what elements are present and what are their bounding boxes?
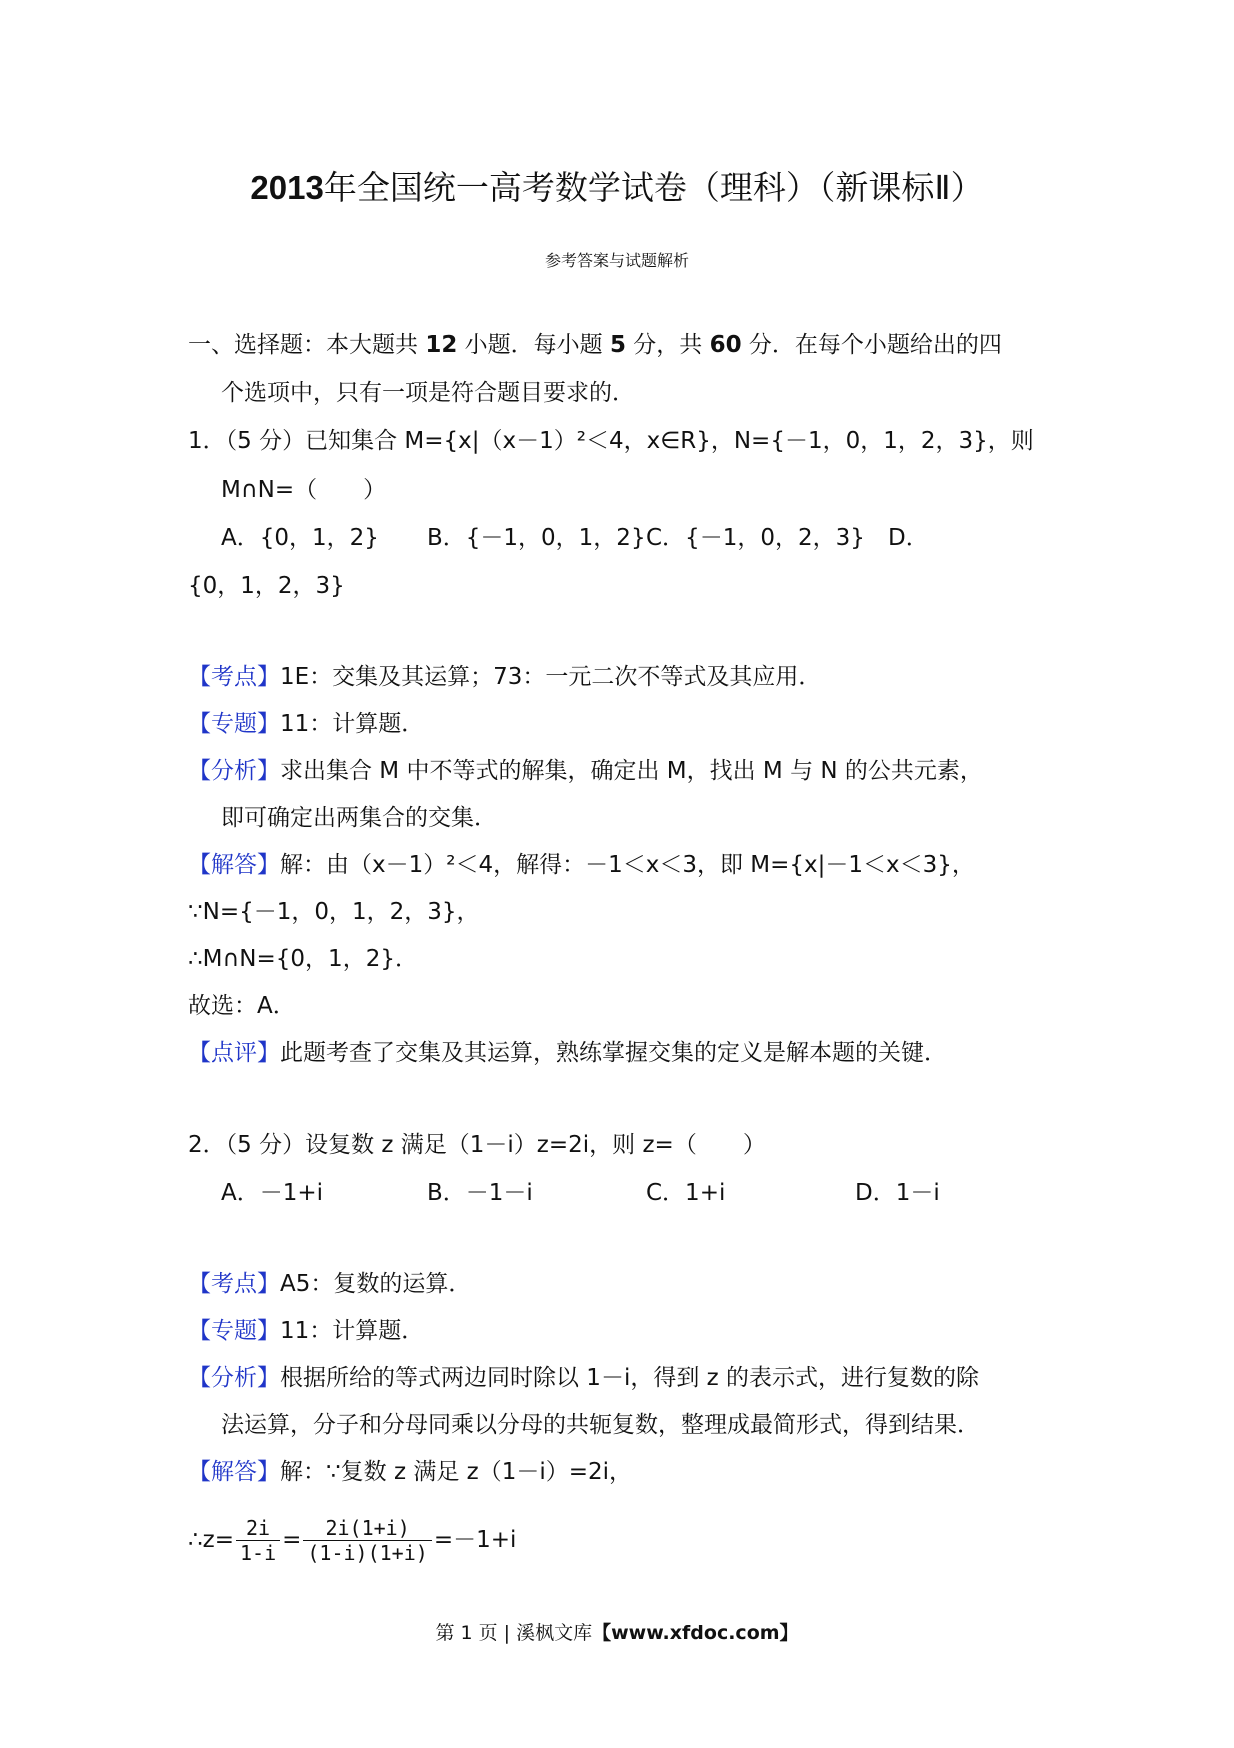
jieda-text: 解：∵复数 z 满足 z（1－i）=2i，	[280, 1459, 633, 1485]
q1-jieda-line3: ∴M∩N={0，1，2}．	[188, 946, 418, 972]
fenxi-text: 根据所给的等式两边同时除以 1－i，得到 z 的表示式，进行复数的除	[280, 1365, 980, 1391]
section-heading	[188, 328, 1002, 362]
q1-kaodian	[188, 660, 821, 694]
q2-fenxi-cont: 法运算，分子和分母同乘以分母的共轭复数，整理成最简形式，得到结果．	[221, 1412, 980, 1438]
footer-site: 【www.xfdoc.com】	[592, 1622, 799, 1644]
fenxi-tag: 【分析】	[188, 1365, 280, 1391]
formula-equals: =	[282, 1527, 302, 1553]
kaodian-text: A5：复数的运算．	[280, 1271, 472, 1297]
section-text-b: 小题．每小题	[457, 332, 610, 358]
page-subtitle: 参考答案与试题解析	[544, 251, 689, 270]
q1-option-b: B．{－1，0，1，2}	[427, 525, 646, 551]
footer-suffix: 页 | 溪枫文库	[472, 1622, 593, 1644]
zhuanti-tag: 【专题】	[188, 1318, 280, 1344]
jieda-tag: 【解答】	[188, 1459, 280, 1485]
q1-fenxi	[188, 754, 983, 788]
page-title	[0, 166, 1234, 210]
title-text: 年全国统一高考数学试卷（理科）（新课标Ⅱ）	[323, 168, 984, 207]
dianping-tag: 【点评】	[188, 1040, 280, 1066]
jieda-text: 解：由（x－1）²＜4，解得：－1＜x＜3，即 M={x|－1＜x＜3}，	[280, 852, 975, 878]
q2-jieda	[188, 1455, 632, 1489]
q1-option-d-cont: {0，1，2，3}	[188, 573, 345, 599]
q1-zhuanti	[188, 707, 424, 741]
dianping-text: 此题考查了交集及其运算，熟练掌握交集的定义是解本题的关键．	[280, 1040, 947, 1066]
fraction-2	[303, 1516, 431, 1565]
fraction-2-numerator: 2i(1+i)	[325, 1516, 410, 1540]
zhuanti-text: 11：计算题．	[280, 1318, 425, 1344]
kaodian-text: 1E：交集及其运算；73：一元二次不等式及其应用．	[280, 664, 822, 690]
fraction-1	[236, 1516, 280, 1565]
section-text-a: 一、选择题：本大题共	[188, 332, 426, 358]
q1-dianping	[188, 1036, 947, 1070]
jieda-tag: 【解答】	[188, 852, 280, 878]
formula-prefix: ∴z=	[188, 1527, 234, 1553]
fenxi-text: 求出集合 M 中不等式的解集，确定出 M，找出 M 与 N 的公共元素，	[280, 758, 983, 784]
q1-option-c: C．{－1，0，2，3}	[646, 525, 865, 551]
fenxi-tag: 【分析】	[188, 758, 280, 784]
page-footer	[0, 1620, 1234, 1646]
q2-option-a: A．－1+i	[221, 1180, 324, 1206]
q1-jieda	[188, 848, 975, 882]
q2-stem: 2．（5 分）设复数 z 满足（1－i）z=2i，则 z=（ ）	[188, 1132, 766, 1158]
zhuanti-tag: 【专题】	[188, 711, 280, 737]
q1-option-d: D．	[888, 525, 929, 551]
q1-option-a: A．{0，1，2}	[221, 525, 379, 551]
title-year: 2013	[250, 169, 324, 206]
q2-zhuanti	[188, 1314, 424, 1348]
q1-jieda-line2: ∵N={－1，0，1，2，3}，	[188, 899, 480, 925]
formula-suffix: =－1+i	[433, 1527, 517, 1553]
page-number: 1	[460, 1622, 473, 1644]
q1-fenxi-cont: 即可确定出两集合的交集．	[221, 805, 497, 831]
section-heading-line2: 个选项中，只有一项是符合题目要求的．	[221, 380, 635, 406]
section-text-c: 分，共	[625, 332, 710, 358]
q2-formula	[188, 1510, 516, 1570]
section-text-d: 分．在每个小题给出的四	[741, 332, 1002, 358]
kaodian-tag: 【考点】	[188, 1271, 280, 1297]
fraction-1-numerator: 2i	[246, 1516, 271, 1540]
fraction-2-denominator: (1-i)(1+i)	[303, 1540, 431, 1565]
q1-stem-cont: M∩N=（ ）	[221, 477, 387, 503]
points-total: 60	[709, 332, 742, 358]
fraction-1-denominator: 1-i	[236, 1540, 280, 1565]
q2-fenxi	[188, 1361, 979, 1395]
q2-option-b: B．－1－i	[427, 1180, 533, 1206]
q2-kaodian	[188, 1267, 471, 1301]
q2-option-c: C．1+i	[646, 1180, 726, 1206]
q1-jieda-line4: 故选：A．	[188, 993, 296, 1019]
question-count: 12	[425, 332, 458, 358]
q2-option-d: D．1－i	[855, 1180, 940, 1206]
zhuanti-text: 11：计算题．	[280, 711, 425, 737]
kaodian-tag: 【考点】	[188, 664, 280, 690]
q1-stem: 1．（5 分）已知集合 M={x|（x－1）²＜4，x∈R}，N={－1，0，1，2，3}，则	[188, 428, 1034, 454]
footer-prefix: 第	[435, 1622, 461, 1644]
points-each: 5	[609, 332, 626, 358]
